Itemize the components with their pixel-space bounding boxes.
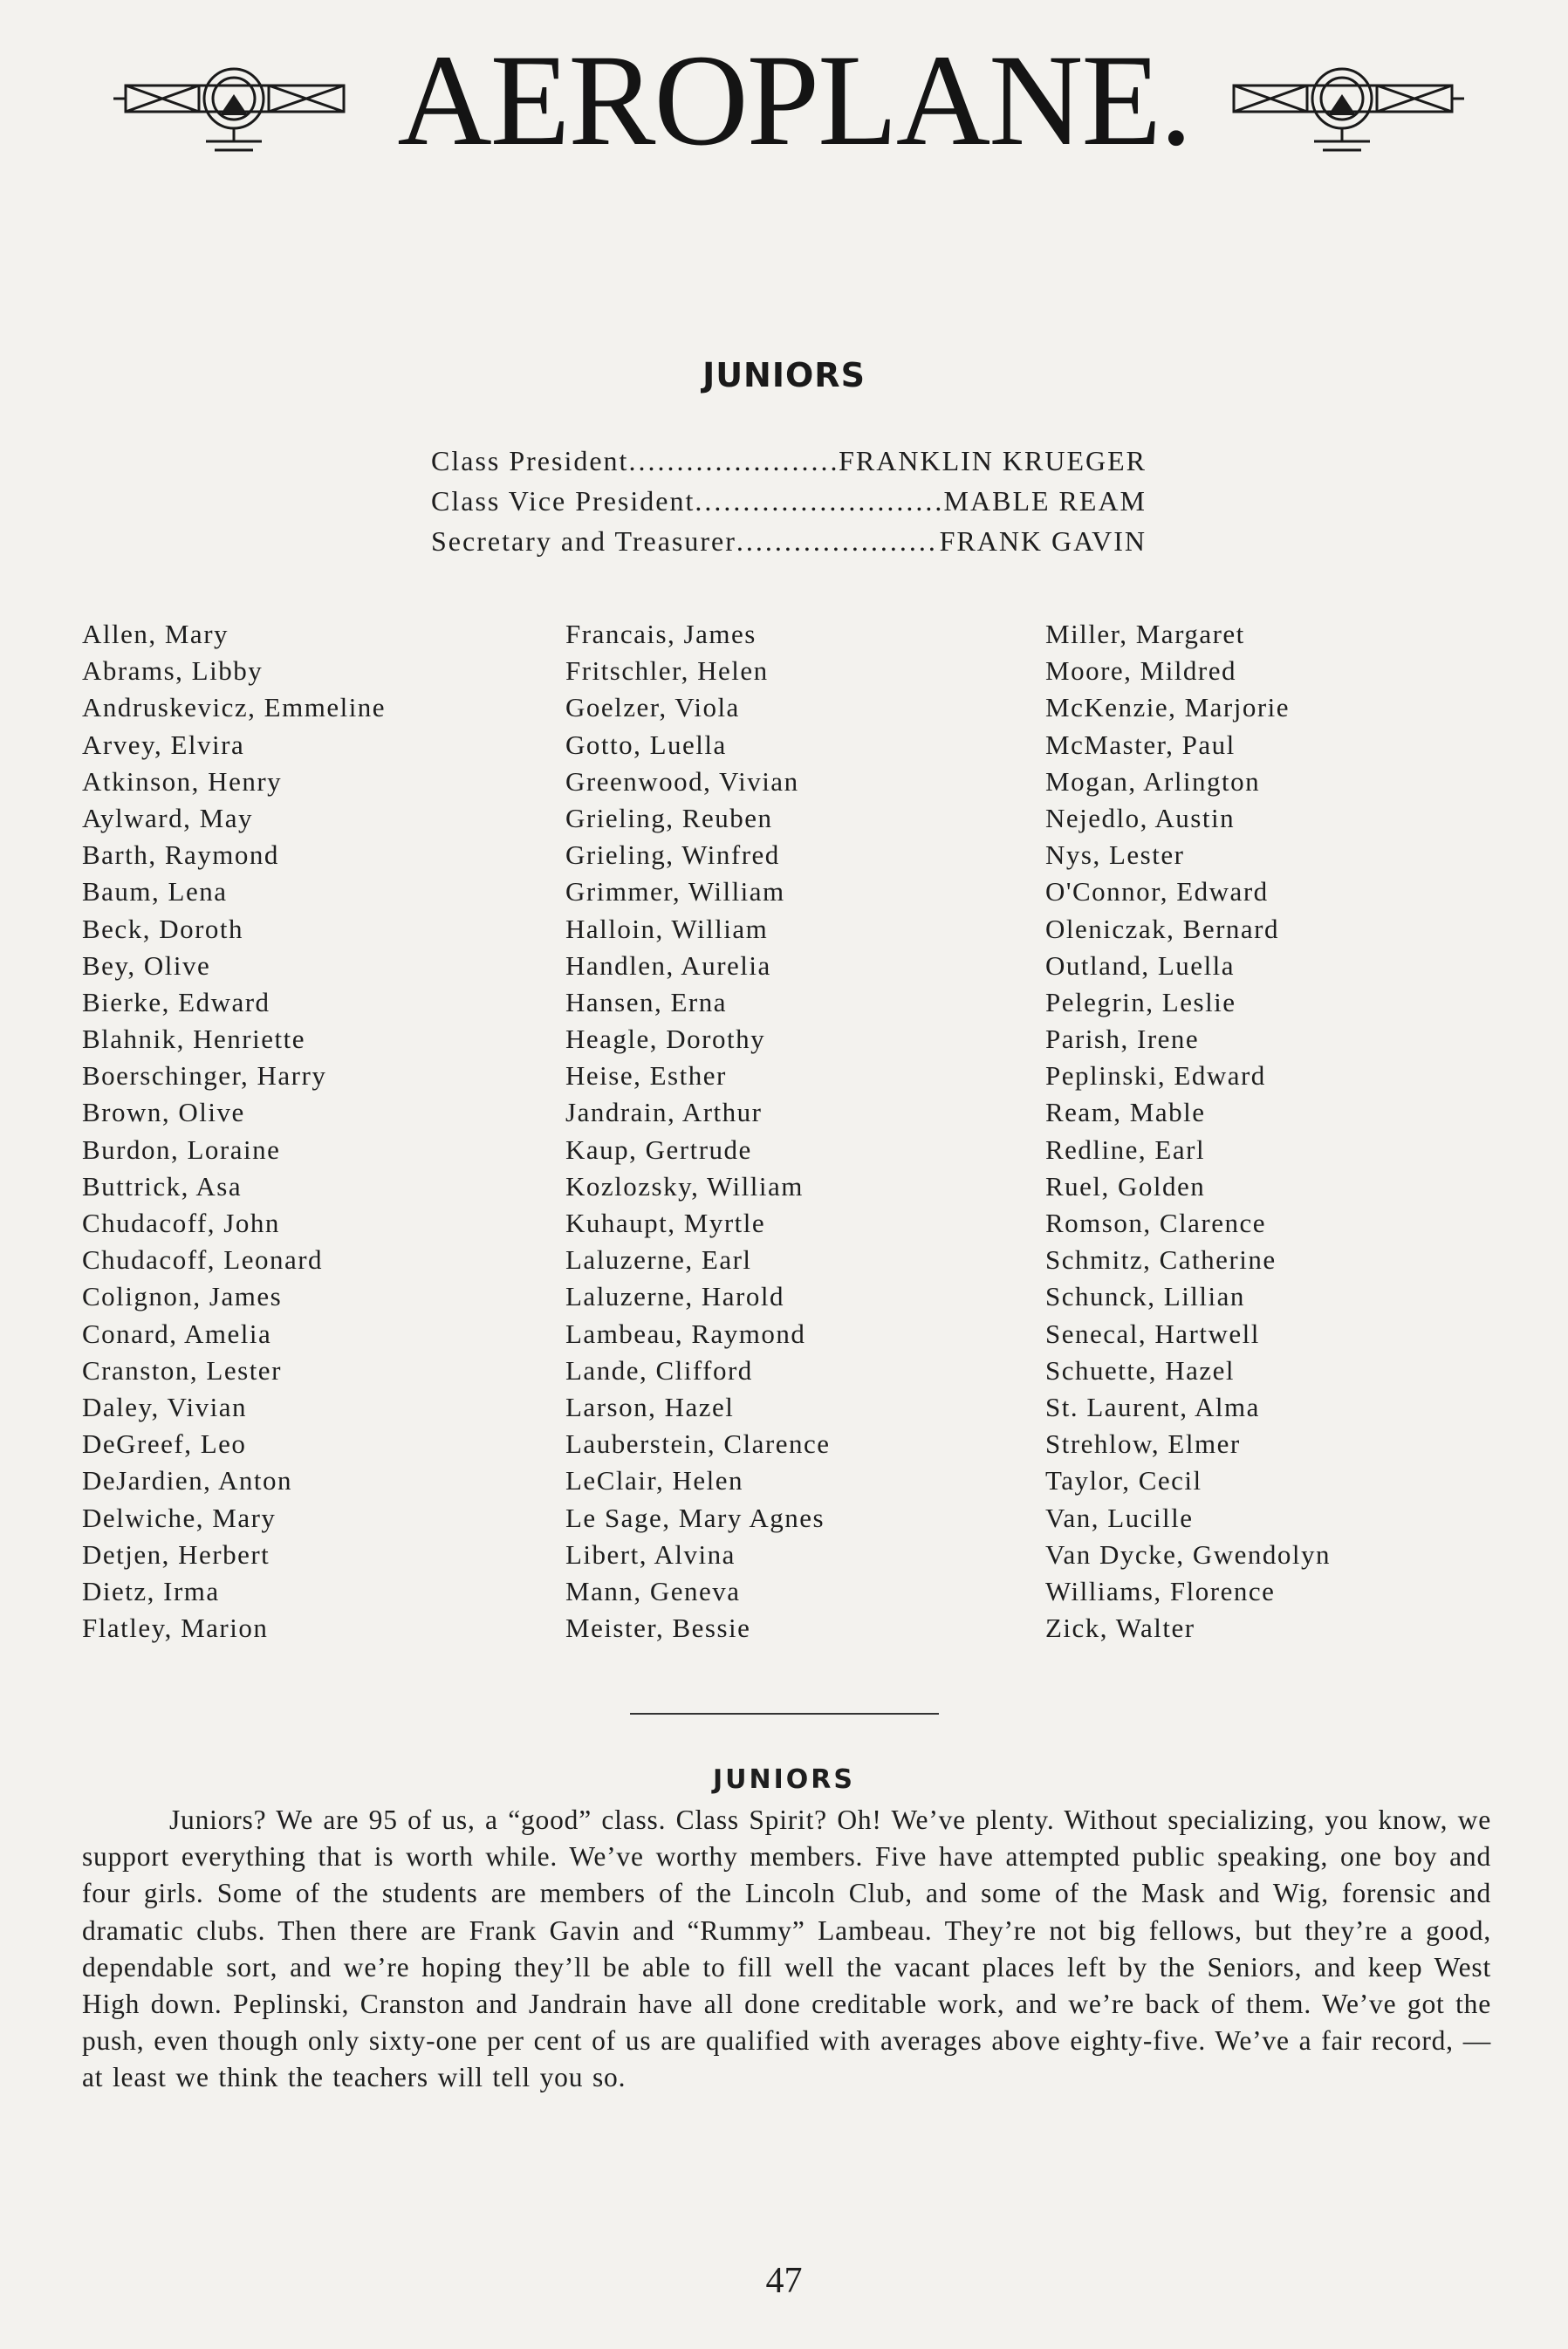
roster-name: Oleniczak, Bernard (1045, 913, 1279, 944)
roster-name: Kaup, Gertrude (565, 1133, 752, 1165)
roster-name: Moore, Mildred (1045, 655, 1237, 687)
class-officers (431, 441, 1147, 561)
roster-name: Meister, Bessie (565, 1613, 751, 1644)
roster-name: Pelegrin, Leslie (1045, 986, 1236, 1017)
roster-name: McMaster, Paul (1045, 729, 1236, 760)
roster-name: LeClair, Helen (565, 1465, 743, 1496)
leader-dots (736, 521, 940, 561)
roster-name: Abrams, Libby (82, 655, 264, 687)
officer-row (431, 441, 1147, 481)
roster-name: Laluzerne, Earl (565, 1244, 752, 1276)
roster-name: Redline, Earl (1045, 1133, 1206, 1165)
roster-name: Fritschler, Helen (565, 655, 769, 687)
officer-role: Class President (431, 445, 629, 476)
roster-name: Atkinson, Henry (82, 765, 283, 797)
roster-name: Nejedlo, Austin (1045, 802, 1236, 833)
roster-name: Heise, Esther (565, 1060, 727, 1092)
roster-name: Jandrain, Arthur (565, 1097, 763, 1128)
roster-name: Gotto, Luella (565, 729, 727, 760)
roster-name: Andruskevicz, Emmeline (82, 692, 387, 723)
roster-name: Ruel, Golden (1045, 1170, 1206, 1202)
roster-name: Senecal, Hartwell (1045, 1318, 1260, 1349)
roster-name: Van, Lucille (1045, 1502, 1194, 1533)
roster-column-1 (82, 616, 536, 1647)
roster-name: Halloin, William (565, 913, 769, 944)
roster-name: Lande, Clifford (565, 1354, 753, 1386)
roster-name: Mogan, Arlington (1045, 765, 1261, 797)
masthead-title: AEROPLANE. (397, 28, 1191, 173)
section-divider (630, 1713, 939, 1715)
officer-row (431, 521, 1147, 561)
roster-name: Heagle, Dorothy (565, 1024, 766, 1055)
roster-name: Flatley, Marion (82, 1613, 269, 1644)
roster-name: DeJardien, Anton (82, 1465, 292, 1496)
leader-dots (628, 441, 839, 481)
officer-name: FRANK GAVIN (939, 525, 1147, 557)
roster-name: Handlen, Aurelia (565, 949, 771, 981)
roster-name: Cranston, Lester (82, 1354, 282, 1386)
roster-name: Lauberstein, Clarence (565, 1428, 831, 1460)
roster-name: Romson, Clarence (1045, 1208, 1267, 1238)
roster-name: Beck, Doroth (82, 913, 244, 944)
roster-name: Bierke, Edward (82, 986, 270, 1017)
roster-name: Brown, Olive (82, 1097, 245, 1128)
roster-name: Detjen, Herbert (82, 1538, 270, 1570)
officer-name: FRANKLIN KRUEGER (839, 445, 1147, 476)
roster-name: Goelzer, Viola (565, 692, 740, 723)
roster-name: Laluzerne, Harold (565, 1281, 784, 1312)
roster-name: Libert, Alvina (565, 1538, 736, 1570)
roster-name: Baum, Lena (82, 876, 228, 907)
roster-name: Aylward, May (82, 802, 253, 833)
roster-name: Schuette, Hazel (1045, 1354, 1236, 1386)
roster-name: Taylor, Cecil (1045, 1465, 1202, 1496)
officer-role: Secretary and Treasurer (431, 525, 736, 557)
roster-name: Schunck, Lillian (1045, 1281, 1245, 1312)
roster-name: Van Dycke, Gwendolyn (1045, 1538, 1332, 1570)
roster-name: McKenzie, Marjorie (1045, 692, 1291, 723)
roster-name: Grieling, Reuben (565, 802, 773, 833)
roster-name: Colignon, James (82, 1281, 283, 1312)
roster-name: Kozlozsky, William (565, 1170, 804, 1202)
roster-name: Conard, Amelia (82, 1318, 272, 1349)
roster-name: Burdon, Loraine (82, 1133, 281, 1165)
essay-paragraph: Juniors? We are 95 of us, a “good” class. Class Spirit? Oh! We’ve plenty. Without specializing, you know, we support everything that is worth while. We’ve worthy members. Five have attempted public speaking, one boy and four girls. Some of the students are members of the Lincoln Club, and some of the Mask and Wig, forensic and dramatic clubs. Then there are Frank Gavin and “Rummy” Lambeau. They’re not big fellows, but they’re a good, dependable sort, and we’re hoping they’ll be able to fill well the vacant places left by the Seniors, and keep West High down. Peplinski, Cranston and Jandrain have all done creditable work, and we’re back of them. We’ve got the push, even though only sixty-one per cent of us are qualified with averages above eighty-five. We’ve a fair record, —at least we think the teachers will tell you so. (82, 1805, 1491, 2093)
roster-name: Parish, Irene (1045, 1024, 1200, 1055)
roster-column-2 (565, 616, 1019, 1647)
page-number: 47 (765, 2261, 803, 2301)
roster-name: Delwiche, Mary (82, 1502, 277, 1533)
roster-name: Bey, Olive (82, 949, 211, 981)
roster-name: Arvey, Elvira (82, 729, 245, 760)
roster-name: Hansen, Erna (565, 986, 727, 1017)
section-heading: JUNIORS (702, 356, 866, 394)
roster-name: St. Laurent, Alma (1045, 1391, 1260, 1422)
masthead (0, 28, 1568, 173)
roster-name: Strehlow, Elmer (1045, 1428, 1241, 1460)
officer-name: MABLE REAM (943, 485, 1147, 517)
roster-name: Williams, Florence (1045, 1575, 1276, 1606)
roster-name: Daley, Vivian (82, 1391, 247, 1422)
roster-name: Grimmer, William (565, 876, 785, 907)
roster-name: Buttrick, Asa (82, 1170, 243, 1202)
essay-heading: JUNIORS (712, 1764, 855, 1795)
officer-role: Class Vice President (431, 485, 695, 517)
roster-name: Schmitz, Catherine (1045, 1244, 1277, 1276)
roster-name: Outland, Luella (1045, 949, 1236, 981)
roster-name: Boerschinger, Harry (82, 1060, 327, 1092)
roster-name: Chudacoff, John (82, 1208, 280, 1238)
officer-row (431, 481, 1147, 521)
roster-name: Barth, Raymond (82, 839, 279, 871)
biplane-icon (1220, 51, 1466, 157)
roster-name: Dietz, Irma (82, 1575, 220, 1606)
roster-name: Kuhaupt, Myrtle (565, 1208, 766, 1238)
roster-name: Miller, Margaret (1045, 619, 1245, 649)
roster-name: Francais, James (565, 619, 757, 649)
leader-dots (695, 481, 943, 521)
roster-column-3 (1045, 616, 1534, 1647)
roster-name: Blahnik, Henriette (82, 1024, 305, 1055)
roster-name: Le Sage, Mary Agnes (565, 1502, 825, 1533)
roster-name: Mann, Geneva (565, 1575, 741, 1606)
roster-name: Lambeau, Raymond (565, 1318, 806, 1349)
roster-name: DeGreef, Leo (82, 1428, 247, 1460)
roster-name: O'Connor, Edward (1045, 876, 1269, 907)
roster-name: Larson, Hazel (565, 1391, 735, 1422)
roster-name: Peplinski, Edward (1045, 1060, 1266, 1092)
biplane-icon (112, 51, 358, 157)
roster-name: Ream, Mable (1045, 1097, 1206, 1128)
roster-name: Chudacoff, Leonard (82, 1244, 324, 1276)
roster-name: Grieling, Winfred (565, 839, 780, 871)
roster-name: Greenwood, Vivian (565, 765, 799, 797)
roster-name: Allen, Mary (82, 619, 229, 649)
roster-name: Zick, Walter (1045, 1613, 1195, 1644)
roster-name: Nys, Lester (1045, 839, 1185, 871)
